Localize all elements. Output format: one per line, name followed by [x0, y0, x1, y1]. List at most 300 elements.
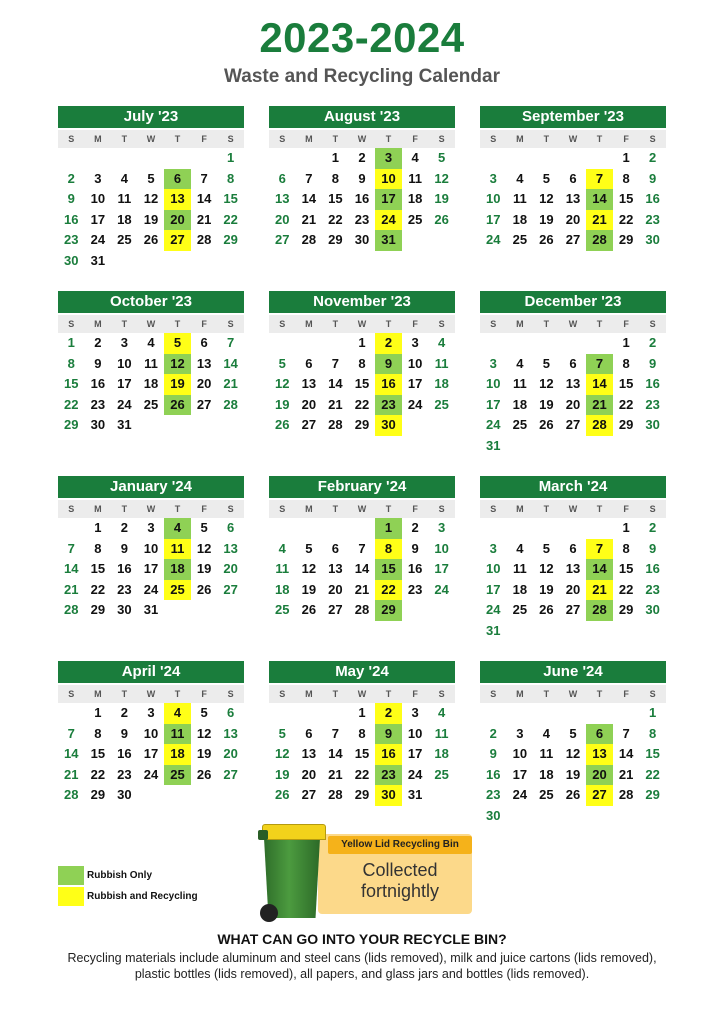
date-cell: 18 — [512, 211, 528, 227]
weekday-row — [58, 500, 244, 518]
weekday-label: M — [516, 689, 524, 699]
date-cell: 12 — [301, 561, 317, 576]
weekday-label: M — [94, 504, 102, 514]
weekday-label: W — [357, 134, 367, 144]
date-cell: 4 — [120, 170, 129, 186]
date-cell: 2 — [375, 703, 402, 724]
empty-cell — [191, 148, 218, 169]
date-cell: 25 — [407, 211, 423, 227]
date-cell: 6 — [569, 355, 577, 371]
empty-cell — [296, 333, 323, 354]
weekday-label: T — [174, 689, 181, 699]
date-cell: 4 — [164, 518, 191, 539]
date-cell: 18 — [143, 376, 159, 391]
date-cell: 28 — [196, 232, 212, 247]
date-cell: 11 — [408, 170, 422, 186]
date-cell: 28 — [586, 230, 613, 251]
date-cell: 14 — [64, 561, 79, 576]
date-cell: 25 — [275, 602, 290, 617]
date-cell: 24 — [512, 787, 528, 802]
date-cell: 6 — [305, 725, 313, 741]
date-cell: 2 — [375, 333, 402, 354]
date-cell: 4 — [147, 335, 155, 350]
date-cell: 23 — [486, 787, 501, 802]
weekday-label: S — [649, 319, 656, 329]
date-cell: 24 — [90, 232, 106, 247]
date-cell: 31 — [407, 787, 423, 802]
weekday-label: T — [332, 319, 339, 329]
date-cell: 4 — [164, 703, 191, 724]
date-cell: 8 — [622, 355, 630, 371]
date-cell: 17 — [486, 581, 501, 597]
date-cell: 13 — [196, 355, 212, 371]
weekday-label: S — [649, 689, 656, 699]
date-cell: 4 — [411, 150, 419, 165]
empty-cell — [269, 518, 296, 539]
weekday-row — [269, 685, 455, 703]
date-cell: 16 — [375, 744, 402, 765]
date-cell: 1 — [649, 705, 657, 720]
date-cell: 4 — [438, 335, 446, 350]
date-cell: 29 — [618, 602, 634, 617]
date-cell: 16 — [645, 191, 660, 206]
legend-recycle-label: Rubbish and Recycling — [87, 891, 198, 902]
date-cell: 20 — [223, 561, 238, 576]
date-cell: 16 — [64, 211, 79, 227]
date-cell: 22 — [90, 766, 106, 782]
date-cell: 21 — [64, 581, 79, 597]
weekday-label: T — [385, 319, 392, 329]
date-cell: 9 — [649, 355, 657, 371]
calendar-subtitle: Waste and Recycling Calendar — [224, 66, 500, 87]
date-cell: 4 — [438, 705, 446, 720]
date-cell: 13 — [565, 376, 581, 391]
date-cell: 23 — [117, 581, 132, 597]
weekday-label: T — [174, 504, 181, 514]
date-cell: 21 — [301, 211, 317, 227]
weekday-label: M — [305, 504, 313, 514]
date-cell: 5 — [200, 520, 208, 535]
date-cell: 13 — [275, 191, 290, 206]
date-cell: 28 — [64, 602, 79, 617]
date-cell: 3 — [438, 520, 446, 535]
date-cell: 21 — [586, 580, 613, 601]
date-cell: 27 — [301, 417, 317, 432]
date-cell: 11 — [512, 376, 527, 391]
date-cell: 21 — [586, 210, 613, 231]
date-cell: 27 — [275, 232, 290, 247]
date-cell: 24 — [486, 602, 501, 617]
date-cell: 11 — [512, 191, 527, 206]
date-cell: 2 — [120, 520, 129, 535]
date-cell: 6 — [200, 335, 208, 350]
dates-grid — [480, 333, 666, 456]
date-cell: 1 — [358, 335, 366, 350]
date-cell: 20 — [586, 765, 613, 786]
calendar-title: 2023-2024 — [259, 14, 465, 61]
date-cell: 19 — [539, 581, 554, 597]
weekday-label: T — [121, 134, 128, 144]
date-cell: 12 — [196, 725, 212, 741]
month-header: April '24 — [58, 661, 244, 683]
date-cell: 13 — [586, 744, 613, 765]
date-cell: 14 — [586, 559, 613, 580]
date-cell: 3 — [147, 705, 155, 720]
date-cell: 2 — [411, 520, 419, 535]
weekday-label: W — [568, 504, 578, 514]
empty-cell — [164, 148, 191, 169]
date-cell: 11 — [434, 725, 449, 741]
weekday-label: S — [68, 134, 75, 144]
month-header: September '23 — [480, 106, 666, 128]
date-cell: 31 — [143, 602, 159, 617]
empty-cell — [613, 703, 640, 724]
date-cell: 9 — [120, 725, 129, 741]
date-cell: 30 — [645, 602, 660, 617]
dates-grid — [269, 148, 455, 251]
bin-label-heading: Yellow Lid Recycling Bin — [328, 836, 472, 854]
legend — [58, 866, 198, 908]
empty-cell — [322, 518, 349, 539]
date-cell: 24 — [117, 396, 132, 412]
weekday-label: M — [305, 689, 313, 699]
date-cell: 8 — [649, 725, 657, 741]
weekday-row — [480, 685, 666, 703]
weekday-label: T — [121, 689, 128, 699]
date-cell: 10 — [375, 169, 402, 190]
date-cell: 18 — [434, 376, 449, 391]
weekday-label: T — [174, 319, 181, 329]
date-cell: 28 — [586, 600, 613, 621]
weekday-label: S — [68, 689, 75, 699]
date-cell: 25 — [512, 602, 528, 617]
date-cell: 24 — [143, 766, 159, 782]
month-calendar — [58, 661, 244, 806]
empty-cell — [533, 148, 560, 169]
empty-cell — [533, 333, 560, 354]
date-cell: 7 — [331, 725, 340, 741]
date-cell: 17 — [407, 746, 423, 761]
empty-cell — [480, 333, 507, 354]
date-cell: 30 — [354, 232, 370, 247]
weekday-label: S — [227, 689, 234, 699]
recycle-swatch — [58, 887, 84, 906]
date-cell: 3 — [120, 335, 129, 350]
bin-text-line1: Collected — [362, 860, 438, 880]
date-cell: 30 — [645, 232, 660, 247]
date-cell: 9 — [120, 540, 129, 556]
date-cell: 18 — [512, 581, 528, 597]
date-cell: 24 — [407, 396, 423, 412]
date-cell: 30 — [486, 807, 501, 823]
date-cell: 14 — [586, 189, 613, 210]
date-cell: 10 — [90, 191, 106, 206]
date-cell: 23 — [375, 395, 402, 416]
empty-cell — [322, 703, 349, 724]
date-cell: 17 — [117, 376, 132, 391]
date-cell: 10 — [117, 355, 132, 371]
weekday-label: T — [543, 504, 550, 514]
date-cell: 29 — [375, 600, 402, 621]
date-cell: 21 — [64, 766, 79, 782]
date-cell: 24 — [143, 581, 159, 597]
date-cell: 7 — [305, 170, 313, 186]
empty-cell — [58, 148, 85, 169]
weekday-label: T — [121, 319, 128, 329]
date-cell: 23 — [645, 211, 660, 227]
weekday-label: T — [174, 134, 181, 144]
date-cell: 20 — [328, 581, 343, 597]
date-cell: 17 — [407, 376, 423, 391]
month-calendar — [269, 106, 455, 251]
date-cell: 28 — [618, 787, 634, 802]
date-cell: 24 — [434, 581, 449, 597]
date-cell: 14 — [301, 191, 317, 206]
date-cell: 10 — [512, 746, 528, 761]
weekday-label: F — [201, 134, 207, 144]
weekday-label: S — [227, 504, 234, 514]
date-cell: 30 — [117, 602, 132, 617]
date-cell: 31 — [486, 437, 501, 453]
date-cell: 22 — [618, 211, 634, 227]
date-cell: 13 — [164, 189, 191, 210]
date-cell: 30 — [90, 417, 106, 432]
date-cell: 13 — [223, 725, 238, 741]
weekday-label: T — [385, 689, 392, 699]
date-cell: 12 — [434, 170, 449, 186]
date-cell: 8 — [622, 170, 630, 186]
date-cell: 7 — [586, 539, 613, 560]
dates-grid — [269, 703, 455, 806]
weekday-row — [480, 130, 666, 148]
date-cell: 11 — [434, 355, 449, 371]
empty-cell — [269, 333, 296, 354]
date-cell: 17 — [143, 746, 159, 761]
date-cell: 19 — [196, 746, 212, 761]
date-cell: 20 — [565, 211, 581, 227]
empty-cell — [586, 518, 613, 539]
date-cell: 21 — [223, 376, 238, 391]
weekday-row — [58, 130, 244, 148]
weekday-label: M — [94, 319, 102, 329]
legend-recycle — [58, 887, 198, 906]
weekday-row — [269, 130, 455, 148]
date-cell: 10 — [143, 540, 159, 556]
date-cell: 6 — [569, 540, 577, 556]
empty-cell — [111, 148, 138, 169]
weekday-label: T — [596, 504, 603, 514]
empty-cell — [507, 148, 534, 169]
weekday-label: M — [516, 319, 524, 329]
bin-collection-text — [328, 860, 472, 902]
empty-cell — [507, 518, 534, 539]
date-cell: 18 — [407, 191, 423, 206]
weekday-label: S — [227, 319, 234, 329]
date-cell: 16 — [486, 766, 501, 782]
date-cell: 29 — [328, 232, 343, 247]
empty-cell — [58, 518, 85, 539]
date-cell: 22 — [328, 211, 343, 227]
date-cell: 6 — [227, 520, 235, 535]
date-cell: 3 — [94, 170, 102, 186]
date-cell: 15 — [64, 376, 79, 391]
empty-cell — [269, 148, 296, 169]
empty-cell — [138, 148, 165, 169]
dates-grid — [58, 148, 244, 271]
date-cell: 8 — [331, 170, 340, 186]
date-cell: 29 — [90, 787, 106, 802]
date-cell: 29 — [90, 602, 106, 617]
weekday-label: W — [357, 689, 367, 699]
date-cell: 30 — [64, 252, 79, 268]
date-cell: 3 — [516, 725, 524, 741]
date-cell: 8 — [358, 725, 366, 741]
date-cell: 10 — [434, 540, 449, 556]
date-cell: 9 — [489, 746, 497, 761]
weekday-label: S — [438, 319, 445, 329]
month-calendar — [269, 476, 455, 621]
date-cell: 23 — [375, 765, 402, 786]
date-cell: 29 — [618, 417, 634, 432]
date-cell: 28 — [64, 787, 79, 802]
weekday-label: F — [201, 319, 207, 329]
empty-cell — [560, 703, 587, 724]
date-cell: 5 — [438, 150, 446, 165]
date-cell: 12 — [539, 191, 554, 206]
date-cell: 10 — [407, 725, 423, 741]
date-cell: 20 — [275, 211, 290, 227]
date-cell: 10 — [486, 376, 501, 391]
date-cell: 3 — [489, 540, 497, 556]
date-cell: 26 — [143, 232, 159, 247]
date-cell: 3 — [411, 335, 419, 350]
date-cell: 26 — [275, 417, 290, 432]
date-cell: 1 — [375, 518, 402, 539]
weekday-label: F — [623, 319, 629, 329]
date-cell: 14 — [354, 561, 370, 576]
weekday-label: T — [385, 134, 392, 144]
empty-cell — [480, 518, 507, 539]
date-cell: 28 — [301, 232, 317, 247]
weekday-label: T — [543, 689, 550, 699]
date-cell: 12 — [164, 354, 191, 375]
date-cell: 28 — [328, 417, 343, 432]
date-cell: 30 — [375, 785, 402, 806]
date-cell: 28 — [223, 396, 238, 412]
month-calendar — [58, 476, 244, 621]
month-header: December '23 — [480, 291, 666, 313]
empty-cell — [560, 518, 587, 539]
dates-grid — [480, 703, 666, 826]
date-cell: 19 — [196, 561, 212, 576]
empty-cell — [296, 518, 323, 539]
weekday-label: S — [649, 134, 656, 144]
weekday-label: T — [596, 134, 603, 144]
weekday-label: S — [438, 504, 445, 514]
date-cell: 3 — [147, 520, 155, 535]
date-cell: 17 — [90, 211, 106, 227]
date-cell: 23 — [645, 396, 660, 412]
date-cell: 11 — [512, 561, 527, 576]
date-cell: 21 — [196, 211, 212, 227]
date-cell: 20 — [565, 581, 581, 597]
empty-cell — [349, 518, 376, 539]
date-cell: 5 — [569, 725, 577, 741]
weekday-row — [480, 315, 666, 333]
date-cell: 25 — [434, 766, 449, 782]
weekday-label: T — [332, 504, 339, 514]
month-calendar — [480, 661, 666, 826]
date-cell: 15 — [223, 191, 238, 206]
date-cell: 17 — [486, 396, 501, 412]
date-cell: 16 — [645, 561, 660, 576]
date-cell: 17 — [434, 561, 449, 576]
month-calendar — [269, 291, 455, 436]
weekday-label: W — [357, 504, 367, 514]
date-cell: 14 — [328, 376, 343, 391]
date-cell: 27 — [565, 232, 581, 247]
date-cell: 12 — [275, 376, 290, 391]
date-cell: 26 — [539, 602, 554, 617]
date-cell: 7 — [331, 355, 340, 371]
date-cell: 7 — [67, 540, 75, 556]
weekday-label: F — [623, 504, 629, 514]
weekday-label: M — [516, 134, 524, 144]
weekday-label: S — [279, 319, 286, 329]
date-cell: 19 — [164, 374, 191, 395]
date-cell: 18 — [275, 581, 290, 597]
date-cell: 27 — [565, 417, 581, 432]
date-cell: 8 — [94, 540, 102, 556]
weekday-label: T — [121, 504, 128, 514]
date-cell: 2 — [649, 335, 657, 350]
date-cell: 15 — [354, 746, 370, 761]
date-cell: 9 — [94, 355, 102, 371]
date-cell: 6 — [278, 170, 286, 186]
date-cell: 1 — [94, 705, 102, 720]
date-cell: 22 — [90, 581, 106, 597]
date-cell: 19 — [143, 211, 159, 227]
date-cell: 20 — [223, 746, 238, 761]
date-cell: 11 — [144, 355, 158, 371]
month-header: March '24 — [480, 476, 666, 498]
date-cell: 28 — [586, 415, 613, 436]
date-cell: 18 — [164, 559, 191, 580]
date-cell: 26 — [539, 232, 554, 247]
date-cell: 29 — [354, 787, 370, 802]
date-cell: 22 — [354, 396, 370, 412]
date-cell: 7 — [200, 170, 208, 186]
date-cell: 14 — [223, 355, 238, 371]
date-cell: 22 — [645, 766, 660, 782]
date-cell: 1 — [622, 520, 630, 535]
date-cell: 29 — [618, 232, 634, 247]
date-cell: 15 — [90, 746, 106, 761]
date-cell: 22 — [223, 211, 238, 227]
date-cell: 20 — [301, 766, 317, 782]
weekday-label: M — [305, 319, 313, 329]
month-header: November '23 — [269, 291, 455, 313]
date-cell: 7 — [586, 169, 613, 190]
month-header: July '23 — [58, 106, 244, 128]
date-cell: 22 — [618, 396, 634, 412]
date-cell: 14 — [196, 191, 212, 206]
date-cell: 21 — [586, 395, 613, 416]
weekday-label: S — [279, 504, 286, 514]
date-cell: 13 — [328, 561, 343, 576]
weekday-label: F — [412, 134, 418, 144]
date-cell: 10 — [407, 355, 423, 371]
